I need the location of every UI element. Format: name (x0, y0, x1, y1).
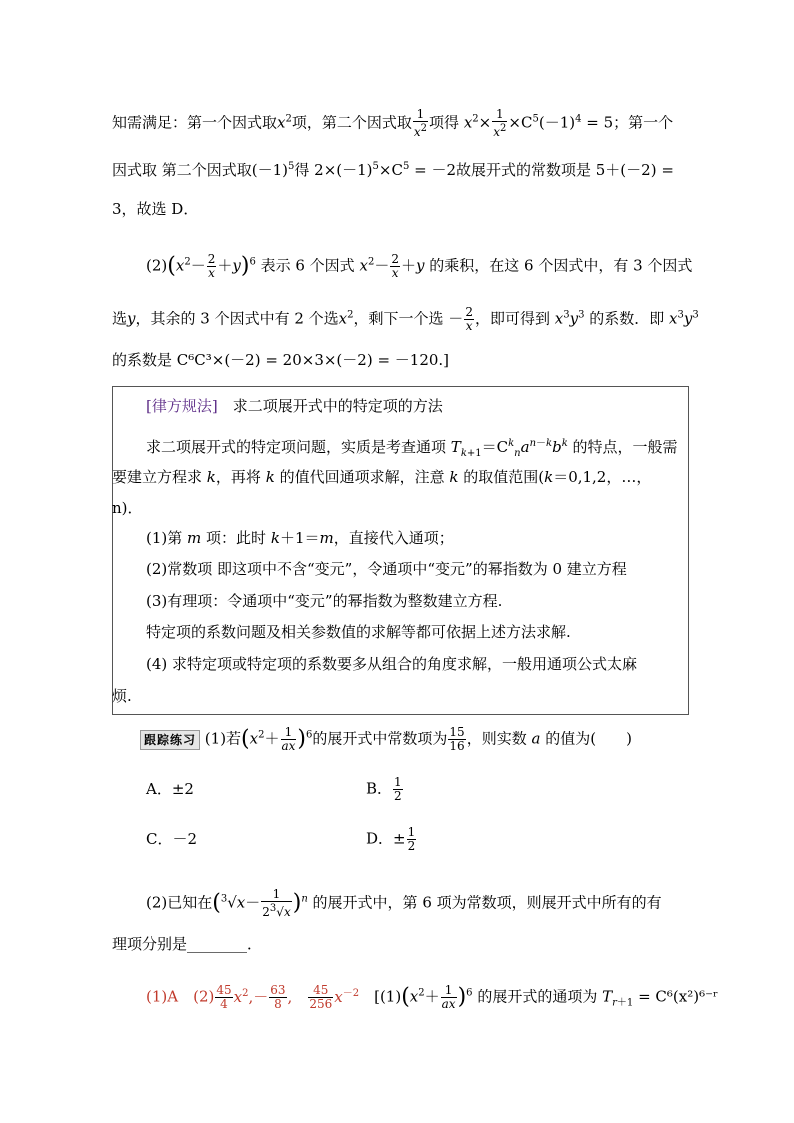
box-item2 (146, 560, 627, 578)
text: 选 (112, 309, 128, 328)
text: 的取值范围( (463, 468, 545, 486)
text: 项，第二个因式取 (291, 113, 412, 132)
para1-line1: 知需满足：第一个因式取$x^2$项，第二个因式取 $\frac{1}{x^2}$ 项得 $x^2\times$ $\frac{1}{x^2}$ $\times C^5(-1)^4 = 5$；第一个 (112, 107, 674, 139)
box-item1: (1)第 m 项：此时 k＋1＝m，直接代入通项； (146, 529, 454, 547)
text: 知需满足：第一个因式取 (112, 113, 278, 132)
text: (2)已知在 (146, 893, 213, 912)
text: = 5；第一个 (581, 113, 674, 132)
para2-line3 (112, 351, 449, 369)
text: (4) 求特定项或特定项的系数要多从组合的角度求解，一般用通项公式太麻 (146, 655, 638, 673)
text: = －2故展开式的常数项是 5＋(－2) = (409, 161, 674, 179)
text: ＝ (304, 529, 320, 547)
fraction: $\frac{1}{ax}$ (441, 983, 456, 1011)
text: 的值代回通项求解，注意 (279, 468, 445, 486)
text: ，则实数 (466, 729, 527, 748)
para1-line2: 因式取 第二个因式取$(-1)^5$得 $2\times(-1)^5\times C^5 = -2$故展开式的常数项是 5＋(－2) = (112, 161, 674, 179)
box-p3 (112, 499, 143, 517)
practice-q2: (2)已知在($^3$√x－ $\frac{1}{2^3√x}$ )$^n$ 的展开式中，第 6 项为常数项，则展开式中所有的有 (146, 887, 662, 919)
text: ，再将 (215, 468, 261, 486)
text: 烦. (112, 687, 132, 705)
text: 的展开式的通项为 (477, 987, 598, 1006)
box-item5b (112, 687, 132, 705)
text: 表示 6 个因式 (260, 256, 355, 275)
text: C．－2 (146, 830, 198, 848)
para1-line3 (112, 200, 198, 218)
text: 项：此时 (206, 529, 267, 547)
text: C (520, 113, 533, 132)
answer-line: (1)A (2) $\frac{45}{4}$ $x^2,-$ $\frac{63}{8}$ , $\frac{45}{256}$ $x^{-2}$ [$(1)(x^2+$ $\frac{1}{ax}$ )$^6$ 的展开式的通项为 $T_{r+1}$ = C⁶(x²)⁶⁻ʳ (146, 983, 719, 1011)
text: ，即可得到 (474, 309, 550, 328)
text: 3，故选 D． (112, 200, 199, 218)
answer-2-label: (2) (193, 987, 215, 1006)
text: (－1) (538, 113, 576, 132)
text: B． (366, 779, 393, 798)
para2-line1: $(2)(x^2-$ $\frac{2}{x}$ ＋y)$^6$ 表示 6 个因式 $x^2-$ $\frac{2}{x}$ ＋y 的乘积，在这 6 个因式中，有 3 个因式 (146, 252, 693, 280)
practice-q2-line2 (112, 935, 262, 953)
fraction: $\frac{1}{x^2}$ (493, 107, 507, 139)
text: A．±2 (146, 780, 194, 798)
practice-q1: 跟踪练习 (1)若($x^2+$ $\frac{1}{ax}$ )$^6$的展开式中常数项为 $\frac{15}{16}$ ，则实数 a 的值为( ) (140, 726, 632, 753)
text: n)． (112, 499, 143, 517)
text: (2) (146, 256, 168, 275)
fraction: $\frac{1}{2}$ (394, 775, 402, 803)
text: 的系数．即 (589, 309, 665, 328)
practice-tag: 跟踪练习 (140, 730, 200, 750)
text: ，直接代入通项； (333, 529, 454, 547)
box-item3 (146, 592, 502, 610)
text: (1)第 (146, 529, 183, 547)
text: = C⁶(x²)⁶⁻ʳ (638, 987, 719, 1006)
box-label: [律方规法] (146, 397, 218, 415)
text: 求二项展开式的特定项问题，实质是考查通项 (146, 438, 447, 456)
text: (1)若 (204, 729, 242, 748)
text: 因式取 第二个因式取(－1) (112, 161, 289, 179)
text: (3)有理项：令通项中“变元”的幂指数为整数建立方程. (146, 592, 503, 610)
box-heading (146, 397, 443, 415)
fraction: $\frac{1}{2}$ (407, 825, 416, 853)
text: 的系数是 C⁶C³×(－2) = 20×3×(－2) = －120.] (112, 351, 450, 369)
box-item5 (146, 655, 637, 673)
text: 要建立方程求 (112, 468, 203, 486)
fraction: $\frac{2}{x}$ (465, 305, 473, 333)
box-p2: 要建立方程求 k，再将 k 的值代回通项求解，注意 k 的取值范围(k＝0,1,2，…， (112, 468, 652, 486)
fraction: $\frac{2}{x}$ (391, 252, 399, 280)
option-c[interactable] (146, 830, 197, 848)
box-item4 (146, 623, 571, 641)
text: 项得 (429, 113, 460, 132)
fraction: $\frac{15}{16}$ (449, 725, 465, 753)
text: 的展开式中常数项为 (312, 729, 448, 748)
text: 特定项的系数问题及相关参数值的求解等都可依据上述方法求解. (146, 623, 571, 641)
answer-1: (1)A (146, 987, 179, 1006)
fraction: $\frac{2}{x}$ (207, 252, 216, 280)
text: ＝0,1,2，…， (553, 468, 652, 486)
answer-2: $\frac{45}{4}$ $x^2,-$ $\frac{63}{8}$ , $\frac{45}{256}$ $x^{-2}$ (216, 983, 360, 1011)
box-p1: 求二项展开式的特定项问题，实质是考查通项 $T_{k+1}=C^k_na^{n-k}b^k$ 的特点，一般需 (146, 438, 678, 459)
text: ，其余的 3 个因式中有 2 个选 (135, 309, 339, 328)
text: 的乘积，在这 6 个因式中，有 3 个因式 (429, 256, 693, 275)
text: (2)常数项 即这项中不含“变元”，令通项中“变元”的幂指数为 0 建立方程 (146, 560, 627, 578)
fraction: $\frac{1}{ax}$ (281, 725, 296, 753)
text: ，剩下一个选 (353, 309, 444, 328)
text: ×C (378, 161, 403, 179)
text: [(1) (374, 987, 402, 1006)
text: 理项分别是________． (112, 935, 263, 953)
box-title: 求二项展开式中的特定项的方法 (232, 397, 443, 415)
option-d[interactable] (366, 826, 417, 853)
text: 的特点，一般需 (572, 438, 678, 456)
fraction: $\frac{1}{2^3√x}$ (262, 887, 291, 919)
text: 的展开式中，第 6 项为常数项，则展开式中所有的有 (312, 893, 662, 912)
text: D．± (366, 829, 406, 848)
option-a[interactable] (146, 780, 194, 798)
text: 的值为( ) (545, 729, 632, 748)
option-b[interactable] (366, 776, 404, 803)
fraction: $\frac{1}{x^2}$ (413, 107, 428, 139)
para2-line2: 选y，其余的 3 个因式中有 2 个选$x^2$，剩下一个选 － $\frac{2}{x}$ ，即可得到 $x^3y^3$ 的系数．即 $x^3y^3$ (112, 305, 699, 333)
text: 得 2×(－1) (294, 161, 373, 179)
